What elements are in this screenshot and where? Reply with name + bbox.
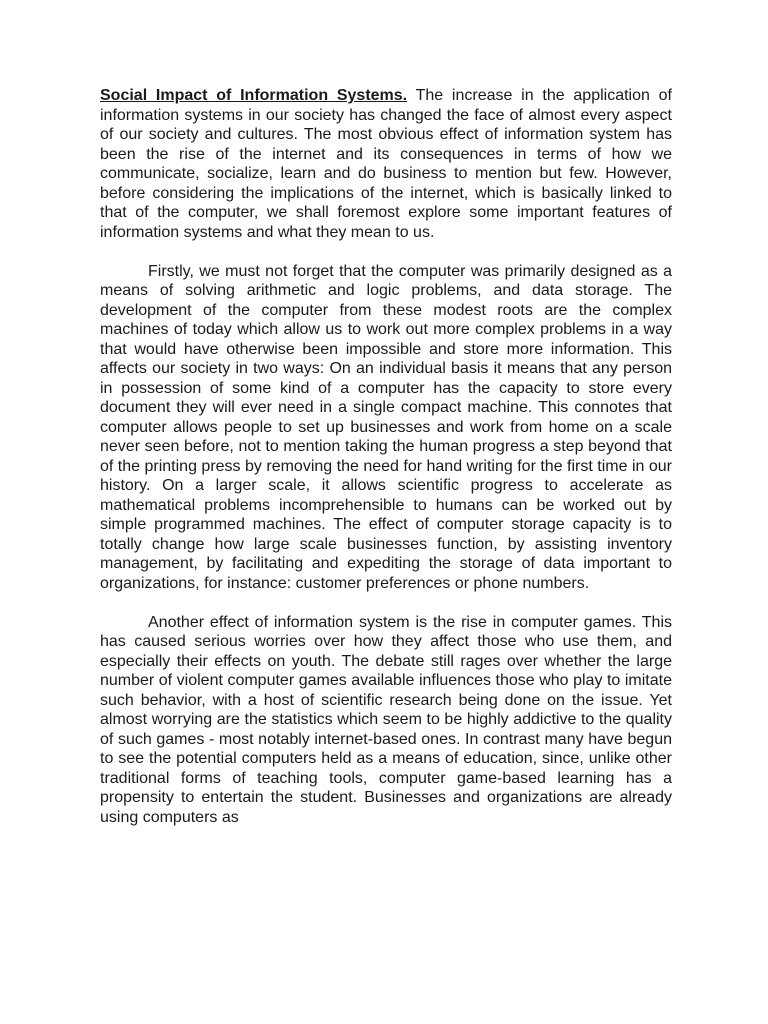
intro-paragraph-text: The increase in the application of information systems in our society has changed the face of almost every aspect of our society and cultures. The most obvious effect of information system has been the rise of the internet and its consequences in terms of how we communicate, socialize, learn and do business to mention but few. However, before considering the implications of the internet, which is basically linked to that of the computer, we shall foremost explore some important features of information systems and what they mean to us. (100, 87, 673, 241)
paragraph-computer-games: Another effect of information system is the rise in computer games. This has caused serious worries over how they affect those who use them, and especially their effects on youth. The debate still rages over whether the large number of violent computer games available influences those who play to imitate such behavior, with a host of scientific research being done on the issue. Yet almost worrying are the statistics which seem to be highly addictive to the quality of such games - most notably internet-based ones. In contrast many have begun to see the potential computers held as a means of education, since, unlike other traditional forms of teaching tools, computer game-based learning has a propensity to entertain the student. Businesses and organizations are already using computers as (100, 613, 672, 826)
document-page (100, 86, 672, 847)
paragraph-computer-storage: Firstly, we must not forget that the computer was primarily designed as a means of solving arithmetic and logic problems, and data storage. The development of the computer from these modest roots are the complex machines of today which allow us to work out more complex problems in a way that would have otherwise been impossible and store more information. This affects our society in two ways: On an individual basis it means that any person in possession of some kind of a computer has the capacity to store every document they will ever need in a single compact machine. This connotes that computer allows people to set up businesses and work from home on a scale never seen before, not to mention taking the human progress a step beyond that of the printing press by removing the need for hand writing for the first time in our history. On a larger scale, it allows scientific progress to accelerate as mathematical problems incomprehensible to humans can be worked out by simple programmed machines. The effect of computer storage capacity is to totally change how large scale businesses function, by assisting inventory management, by facilitating and expediting the storage of data important to organizations, for instance: customer preferences or phone numbers. (100, 262, 672, 592)
section-heading: Social Impact of Information Systems. (100, 87, 408, 104)
intro-paragraph (100, 86, 672, 242)
